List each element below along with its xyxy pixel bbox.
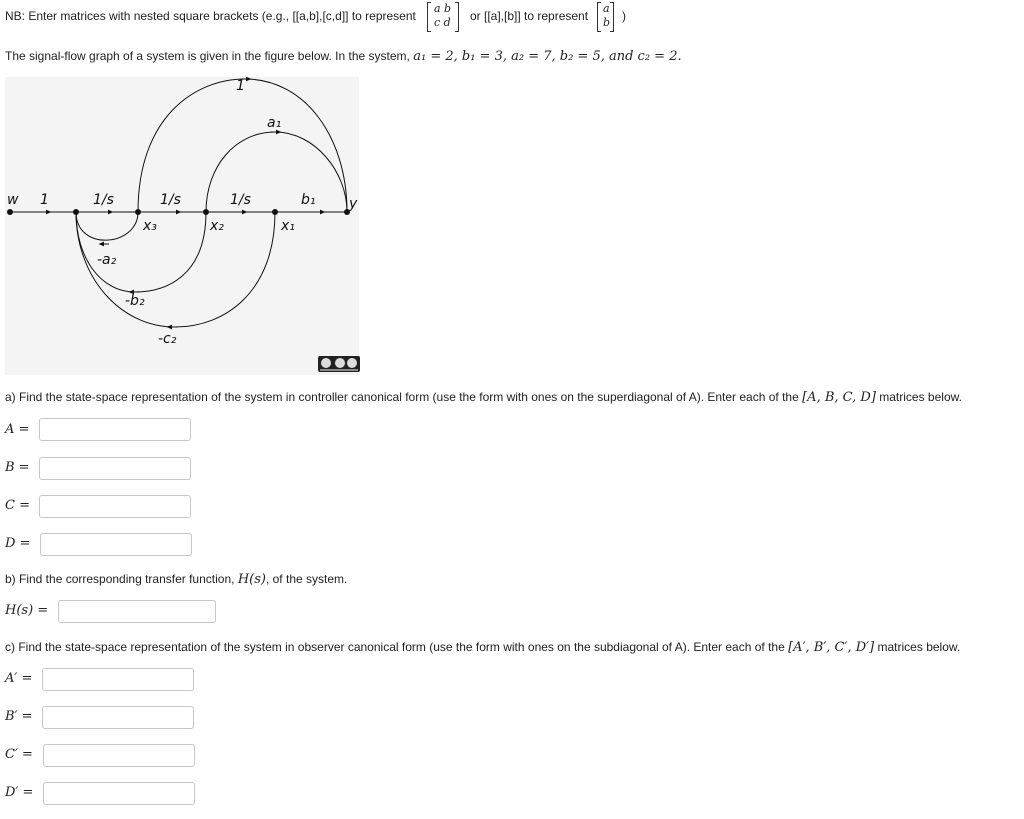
bracket-left [597, 2, 601, 32]
label-h: H(s) = [5, 603, 49, 618]
part-c-text: c) Find the state-space representation of the system in observer canonical form (use the form with ones on the subdiagonal of A). Enter each of the [5, 640, 785, 654]
note-prefix: NB: Enter matrices with nested square brackets (e.g., [[a,b],[c,d]] to represent [5, 9, 416, 23]
label-d-prime: D′ = [5, 785, 34, 800]
license-badge-icon [318, 356, 360, 372]
signal-flow-graph-svg [5, 77, 359, 375]
label-y: y [349, 196, 358, 212]
part-c-end: matrices below. [877, 640, 961, 654]
label-b-prime: B′ = [5, 709, 33, 724]
part-a-end: matrices below. [879, 390, 962, 404]
label-c-prime: C′ = [5, 747, 33, 762]
intro-values: a₁ = 2, b₁ = 3, a₂ = 7, b₂ = 5, and c₂ = 2. [413, 49, 682, 64]
matrix-b-input[interactable] [39, 457, 191, 480]
branch-neg-a2 [76, 212, 138, 240]
bracket-right [455, 2, 459, 32]
label-one-top: 1 [236, 78, 245, 94]
part-b-symbol: H(s) [237, 572, 266, 587]
matrix-d-prime-input[interactable] [43, 782, 195, 805]
part-a-matrices: [A, B, C, D] [802, 390, 876, 405]
matrix-row-2: c d [434, 16, 451, 29]
label-neg-b2: -b₂ [125, 293, 145, 309]
intro-sentence: The signal-flow graph of a system is given in the figure below. In the system, [5, 49, 410, 63]
part-c-matrices: [A′, B′, C′, D′] [788, 640, 875, 655]
branch-neg-b2 [76, 212, 206, 292]
label-x1: x₁ [281, 218, 295, 234]
label-a-prime: A′ = [5, 671, 33, 686]
matrix-c-input[interactable] [39, 495, 191, 518]
matrix-c-prime-input[interactable] [43, 744, 195, 767]
part-a-text: a) Find the state-space representation of the system in controller canonical form (use the form with ones on the superdiagonal of A). Enter each of the [5, 390, 799, 404]
bracket-left [427, 2, 431, 32]
vector-row-2: b [603, 16, 611, 29]
label-neg-a2: -a₂ [97, 252, 117, 268]
note-suffix: ) [622, 9, 626, 23]
matrix-a-prime-input[interactable] [42, 668, 194, 691]
matrix-example [427, 2, 463, 32]
label-c: C = [5, 498, 30, 513]
label-b: B = [5, 460, 30, 475]
label-w: w [7, 192, 19, 208]
note-middle: or [[a],[b]] to represent [470, 9, 589, 23]
matrix-a-input[interactable] [39, 418, 191, 441]
part-b-text: b) Find the corresponding transfer function, [5, 572, 235, 586]
part-b-question [5, 572, 347, 587]
matrix-row-1: a b [434, 2, 452, 15]
label-one-left: 1 [40, 192, 49, 208]
label-s1: 1/s [93, 192, 114, 208]
cc-logo-icon [318, 356, 360, 372]
branch-a1 [206, 132, 347, 212]
part-b-end: , of the system. [265, 572, 348, 586]
label-x2: x₂ [210, 218, 224, 234]
label-b1: b₁ [301, 192, 316, 208]
transfer-function-input[interactable] [58, 600, 216, 623]
part-a-question [5, 390, 962, 405]
matrix-b-prime-input[interactable] [42, 706, 194, 729]
signal-flow-graph [5, 77, 359, 375]
branch-neg-c2 [76, 212, 275, 327]
node-w [7, 209, 13, 215]
label-s2: 1/s [160, 192, 181, 208]
label-x3: x₃ [143, 218, 157, 234]
vector-row-1: a [603, 2, 610, 15]
vector-example [597, 2, 617, 32]
bracket-right [610, 2, 614, 32]
label-a: A = [5, 422, 30, 437]
label-s3: 1/s [230, 192, 251, 208]
label-neg-c2: -c₂ [158, 331, 177, 347]
label-a1: a₁ [267, 115, 282, 131]
label-d: D = [5, 536, 31, 551]
intro-text [5, 49, 682, 64]
part-c-question [5, 640, 960, 655]
matrix-d-input[interactable] [40, 533, 192, 556]
